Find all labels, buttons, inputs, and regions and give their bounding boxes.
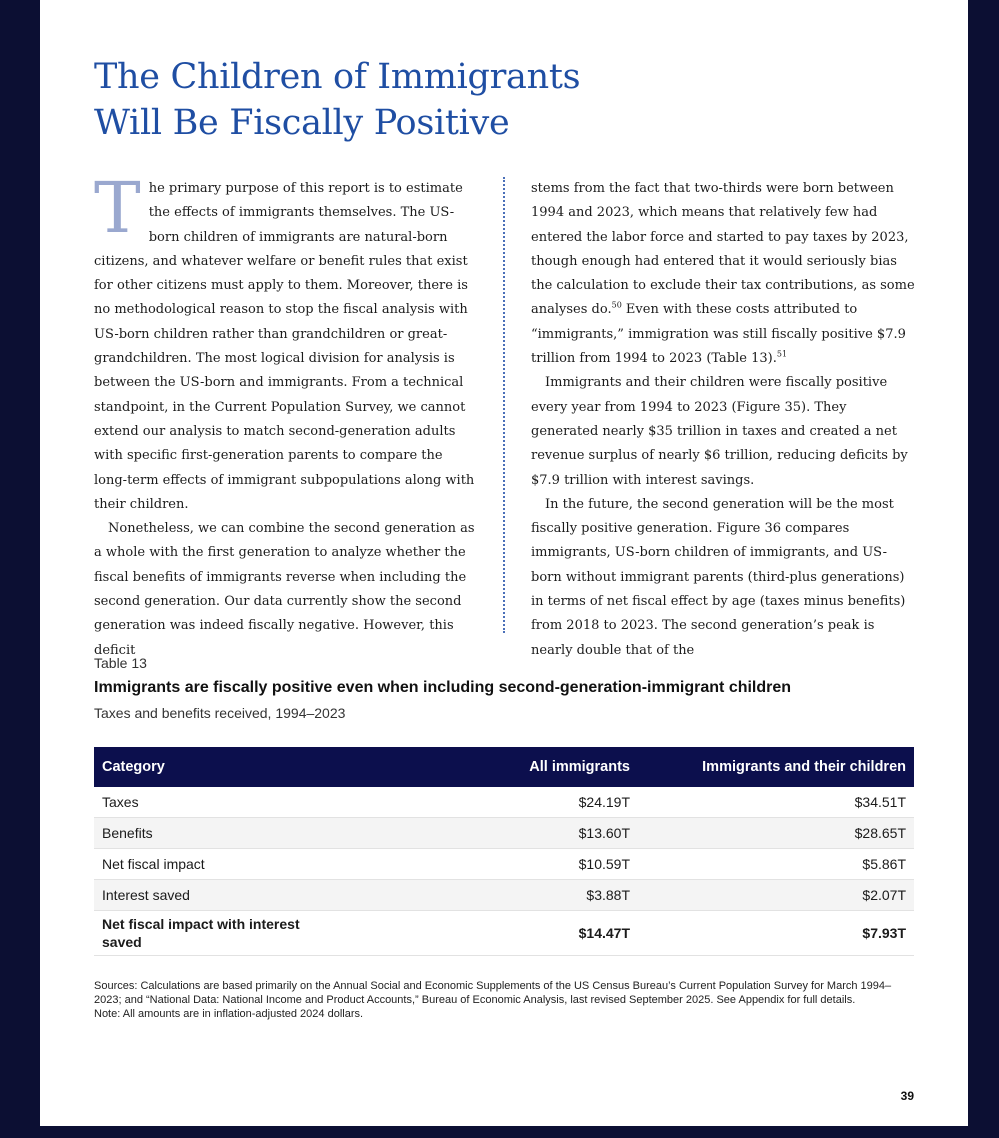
paragraph: Nonetheless, we can combine the second generation as a whole with the first generation to analyze whether the fiscal benefits of immigrants reverse when including the second generation. Our data currently show the second generation was indeed fiscally negative. However, this deficit [94, 521, 475, 658]
row-label: Benefits [94, 818, 342, 849]
column-header-all-immigrants: All immigrants [342, 747, 638, 787]
table-label: Table 13 [94, 655, 147, 671]
table-notes [94, 979, 914, 1021]
paragraph: In the future, the second generation will be the most fiscally positive generation. Figure 36 compares immigrants, US-born children of immigrants, and US-born without immigrant parents (third-plus generations) in terms of net fiscal effect by age (taxes minus benefits) from 2018 to 2023. The second generation’s peak is nearly double that of the [531, 496, 906, 658]
paragraph: Immigrants and their children were fiscally positive every year from 1994 to 2023 (Figure 35). They generated nearly $35 trillion in taxes and created a net revenue surplus of nearly $6 trillion, reducing deficits by $7.9 trillion with interest savings. [531, 375, 908, 488]
amounts-note: Note: All amounts are in inflation-adjusted 2024 dollars. [94, 1008, 364, 1020]
body-column-right [531, 177, 915, 663]
table-row-total [94, 911, 914, 956]
cell-value: $13.60T [342, 818, 638, 849]
title-line-2: Will Be Fiscally Positive [94, 103, 510, 143]
cell-value: $3.88T [342, 880, 638, 911]
table-row [94, 880, 914, 911]
row-label: Net fiscal impact [94, 849, 342, 880]
paragraph: he primary purpose of this report is to estimate the effects of immigrants themselves. The US-born children of immigrants are natural-born citizens, and whatever welfare or benefit rules that exist for other citizens must apply to them. Moreover, there is no methodological reason to stop the fiscal analysis with US-born children rather than grandchildren or great-grandchildren. The most logical division for analysis is between the US-born and immigrants. From a technical standpoint, in the Current Population Survey, we cannot extend our analysis to match second-generation adults with specific first-generation parents to compare the long-term effects of immigrant subpopulations along with their children. [94, 181, 475, 512]
drop-cap: T [94, 167, 141, 249]
title-line-1: The Children of Immigrants [94, 57, 581, 97]
row-label: Interest saved [94, 880, 342, 911]
table-row [94, 818, 914, 849]
row-label: Taxes [94, 787, 342, 818]
cell-value: $28.65T [638, 818, 914, 849]
paragraph-text: Even with these costs attributed to “immigrants,” immigration was still fiscally positive $7.9 trillion from 1994 to 2023 (Table 13). [531, 302, 906, 367]
table-row [94, 787, 914, 818]
column-divider [503, 177, 505, 633]
paragraph-text: stems from the fact that two-thirds were born between 1994 and 2023, which means that relatively few had entered the labor force and started to pay taxes by 2023, though enough had entered that it would seriously bias the calculation to exclude their tax contributions, as some analyses do. [531, 181, 915, 318]
page-number: 39 [900, 1089, 914, 1103]
column-header-category: Category [94, 747, 342, 787]
body-column-left [94, 167, 478, 663]
cell-value: $24.19T [342, 787, 638, 818]
table-header-row [94, 747, 914, 787]
cell-value: $14.47T [342, 911, 638, 956]
table-subtitle: Taxes and benefits received, 1994–2023 [94, 705, 346, 721]
document-page [40, 0, 968, 1126]
row-label: Net fiscal impact with interest saved [94, 911, 342, 956]
cell-value: $34.51T [638, 787, 914, 818]
sources-note: Sources: Calculations are based primarily on the Annual Social and Economic Supplements of the US Census Bureau’s Current Population Survey for March 1994–2023; and “National Data: National Income and Product Accounts,” Bureau of Economic Analysis, last revised September 2025. See Appendix for full details. [94, 980, 892, 1006]
data-table [94, 747, 914, 956]
paragraph [531, 177, 915, 371]
cell-value: $5.86T [638, 849, 914, 880]
cell-value: $10.59T [342, 849, 638, 880]
cell-value: $7.93T [638, 911, 914, 956]
table-row [94, 849, 914, 880]
footnote-ref-50[interactable]: 50 [611, 301, 622, 311]
page-title [94, 54, 580, 146]
table-title: Immigrants are fiscally positive even when including second-generation-immigrant children [94, 679, 792, 696]
cell-value: $2.07T [638, 880, 914, 911]
column-header-immigrants-and-children: Immigrants and their children [638, 747, 914, 787]
footnote-ref-51[interactable]: 51 [776, 349, 788, 359]
